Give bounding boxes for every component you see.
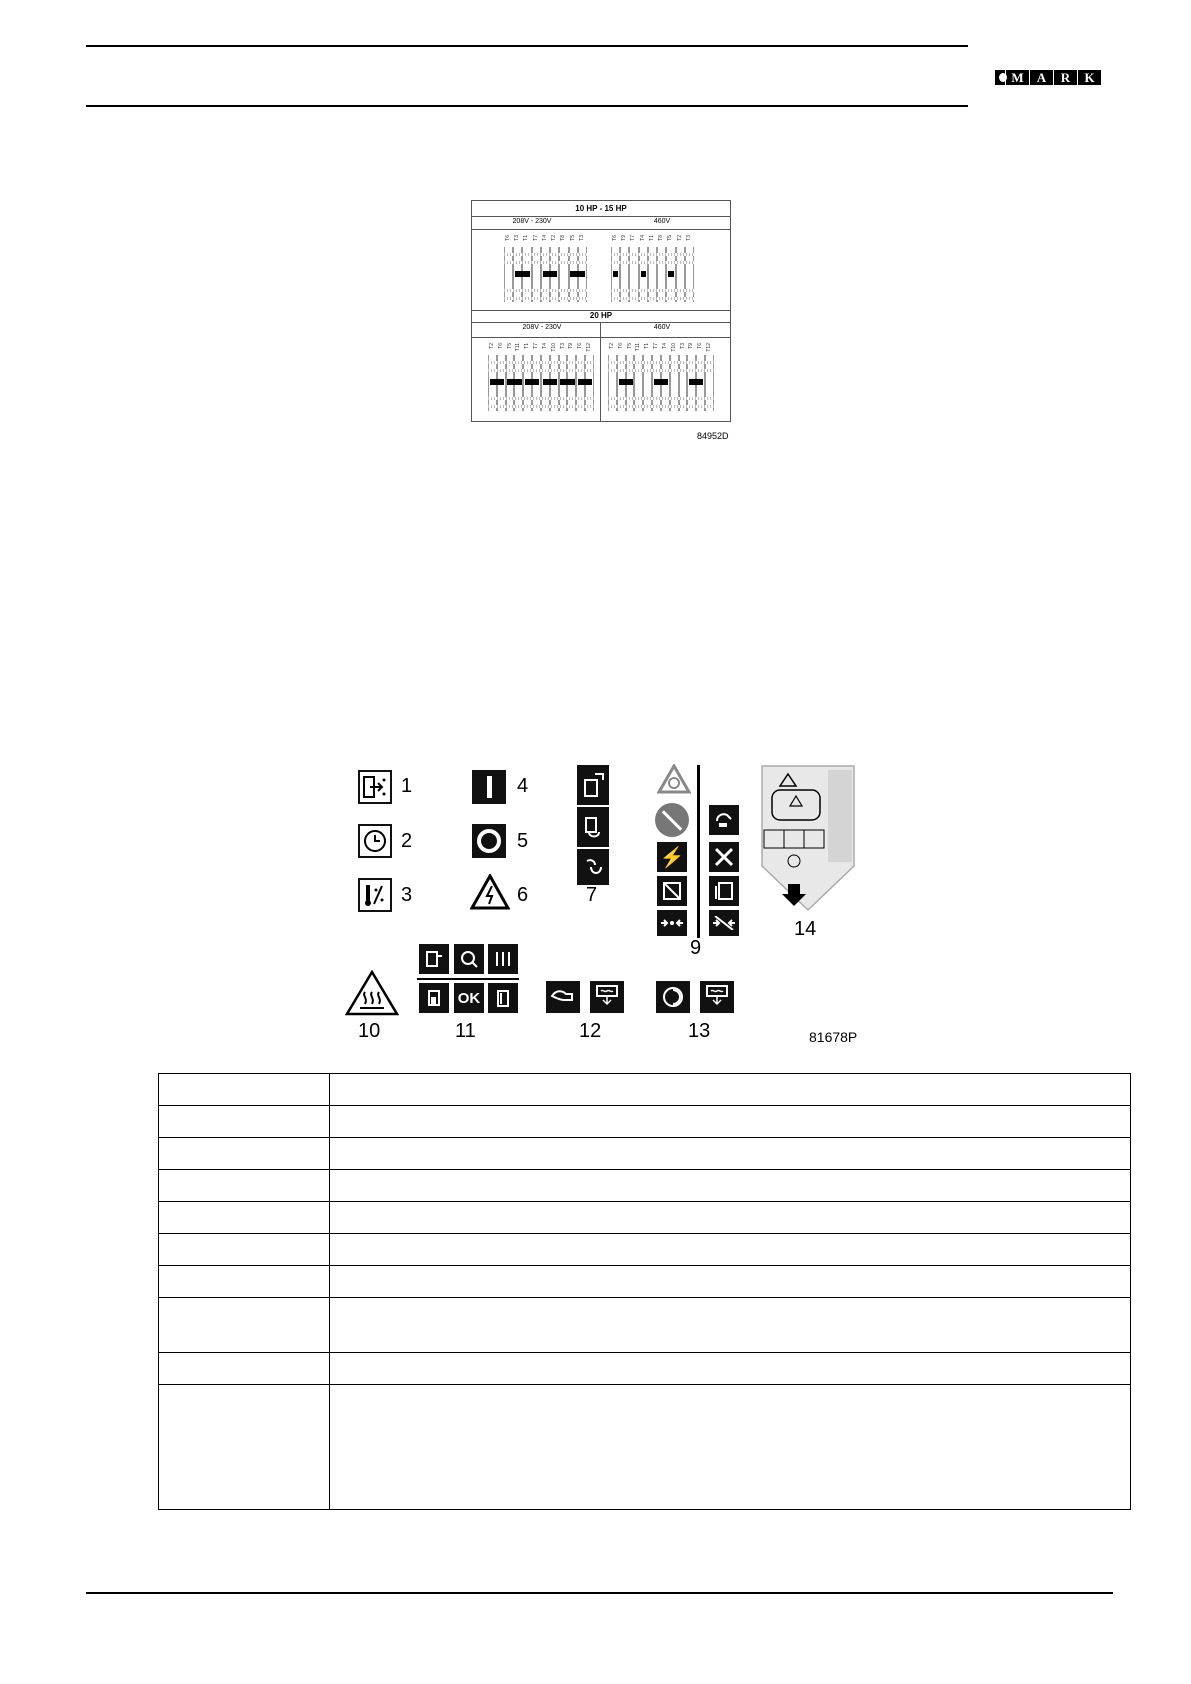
terminal-label: T6 [497, 343, 504, 349]
terminal-label: T7 [533, 343, 540, 349]
logo-letter: R [1054, 70, 1077, 85]
table-row [159, 1170, 1131, 1202]
electrical-hazard-icon [470, 874, 510, 910]
filter-replace-icon [488, 983, 518, 1013]
terminal-label: T1 [523, 235, 530, 241]
terminal-hatch [611, 289, 694, 292]
terminal-bridge [613, 271, 619, 277]
terminal-hatch [504, 297, 587, 300]
filter-closed-icon [419, 983, 449, 1013]
table-cell [330, 1385, 1131, 1510]
terminal-strip-s1-right [611, 235, 694, 302]
terminal-hatch [488, 361, 594, 364]
table-cell [159, 1202, 330, 1234]
terminal-bridge [515, 271, 530, 277]
clock-icon [358, 824, 392, 858]
terminal-hatch [504, 289, 587, 292]
table-cell [330, 1202, 1131, 1234]
terminal-label: T2 [551, 235, 558, 241]
terminal-label: T4 [541, 235, 548, 241]
section1-title: 10 HP - 15 HP [575, 204, 627, 213]
terminal-label: T3 [514, 235, 521, 241]
terminal-label: T9 [621, 235, 628, 241]
service-hand-icon [709, 805, 739, 835]
terminal-hatch [611, 253, 694, 256]
table-cell [330, 1298, 1131, 1353]
divider [472, 229, 730, 230]
symbol-number: 2 [401, 830, 413, 852]
terminal-label: T9 [688, 343, 695, 349]
symbol-number: 13 [688, 1020, 711, 1042]
condensate-drain-icon [700, 981, 734, 1013]
terminal-hatch [488, 405, 594, 408]
group-11-divider [417, 978, 519, 980]
terminal-label: T12 [586, 343, 593, 352]
door-closed-icon [657, 876, 687, 906]
terminal-label: T3 [679, 343, 686, 349]
symbol-number: 9 [690, 937, 702, 959]
terminal-hatch [488, 369, 594, 372]
terminal-hatch [608, 369, 714, 372]
figure-code-symbols: 81678P [809, 1029, 858, 1045]
terminal-label: T4 [661, 343, 668, 349]
hot-surface-icon [345, 970, 399, 1016]
pressure-arrows-icon [657, 910, 687, 936]
filter-inspect-icon [454, 944, 484, 974]
start-i-icon [472, 770, 506, 804]
door-open-icon [709, 876, 739, 906]
table-cell [330, 1234, 1131, 1266]
terminal-label: T5 [626, 343, 633, 349]
logo-mark-icon [995, 70, 1005, 85]
lightning-icon: ⚡ [657, 842, 687, 872]
terminal-hatch [611, 297, 694, 300]
logo-letter: A [1030, 70, 1053, 85]
terminal-hatch [608, 397, 714, 400]
symbol-number: 5 [517, 830, 529, 852]
terminal-hatch [504, 261, 587, 264]
table-row [159, 1353, 1131, 1385]
terminal-bridge [641, 271, 647, 277]
oil-drain-icon [577, 765, 609, 805]
terminal-strip-s2-right [608, 343, 714, 411]
terminal-label: T6 [577, 343, 584, 349]
table-row [159, 1298, 1131, 1353]
terminal-label: T6 [697, 343, 704, 349]
pressure-release-icon [709, 910, 739, 936]
symbol-number: 4 [517, 775, 529, 797]
terminal-bridge [490, 379, 504, 385]
table-row [159, 1106, 1131, 1138]
terminal-strip-s2-left [488, 343, 594, 411]
stop-o-icon [472, 824, 506, 858]
table-row [159, 1266, 1131, 1298]
table-cell [159, 1138, 330, 1170]
table-cell [159, 1106, 330, 1138]
terminal-bridge [668, 271, 674, 277]
terminal-label: T7 [532, 235, 539, 241]
no-power-icon [709, 842, 739, 872]
terminal-bridge [619, 379, 633, 385]
terminal-hatch [504, 253, 587, 256]
terminal-label: T11 [515, 343, 522, 352]
terminal-label: T6 [612, 235, 618, 241]
terminal-label: T5 [506, 343, 513, 349]
header-bottom-rule [86, 105, 968, 107]
table-cell [159, 1353, 330, 1385]
table-cell [330, 1170, 1131, 1202]
table-row [159, 1234, 1131, 1266]
symbol-number: 10 [358, 1020, 381, 1042]
logo-letter: K [1078, 70, 1101, 85]
terminal-bridge [525, 379, 539, 385]
filter-open-icon [419, 944, 449, 974]
terminal-label: T4 [639, 235, 646, 241]
terminal-bridge [654, 379, 668, 385]
terminal-label: T3 [685, 235, 692, 241]
terminal-hatch [611, 261, 694, 264]
mark-logo [995, 70, 1102, 85]
table-cell [330, 1138, 1131, 1170]
terminal-label: T1 [524, 343, 531, 349]
no-service-while-running-icon [655, 803, 689, 837]
terminal-label: T10 [670, 343, 677, 352]
divider [472, 216, 730, 217]
divider [472, 337, 730, 338]
terminal-label: T6 [617, 343, 624, 349]
terminal-hatch [488, 397, 594, 400]
symbol-number: 12 [579, 1020, 602, 1042]
header-top-rule [86, 45, 968, 47]
section2-left-voltage: 208V - 230V [522, 324, 562, 331]
table-cell [330, 1106, 1131, 1138]
table-cell [330, 1074, 1131, 1106]
divider [472, 322, 730, 323]
terminal-strip-s1-left [504, 235, 587, 302]
terminal-label: T2 [489, 343, 495, 349]
table-cell [159, 1234, 330, 1266]
thermometer-icon [358, 878, 392, 912]
terminal-label: T9 [568, 343, 575, 349]
terminal-label: T8 [560, 235, 567, 241]
terminal-hatch [608, 405, 714, 408]
terminal-label: T2 [676, 235, 683, 241]
exit-door-icon [358, 770, 392, 804]
terminal-label: T11 [635, 343, 642, 352]
terminal-label: T2 [609, 343, 615, 349]
oil-hand-icon [577, 807, 609, 847]
section2-title: 20 HP [589, 311, 613, 320]
symbols-table [158, 1073, 1131, 1510]
terminal-label: T5 [569, 235, 576, 241]
terminal-label: T1 [644, 343, 651, 349]
table-cell [159, 1266, 330, 1298]
table-cell [159, 1074, 330, 1106]
terminal-label: T3 [578, 235, 585, 241]
condensate-drain-icon [590, 981, 624, 1013]
section1-left-voltage: 208V - 230V [512, 218, 552, 225]
footer-rule [86, 1592, 1113, 1594]
table-row [159, 1074, 1131, 1106]
terminal-hatch [608, 361, 714, 364]
symbol-number: 3 [401, 884, 413, 906]
table-cell [159, 1385, 330, 1510]
maintenance-label-icon [758, 764, 858, 914]
terminal-label: T5 [667, 235, 674, 241]
terminal-bridge [689, 379, 703, 385]
symbol-number: 11 [455, 1020, 476, 1042]
oil-drop-icon [577, 849, 609, 885]
terminal-label: T7 [653, 343, 660, 349]
symbol-number: 14 [794, 918, 817, 940]
terminal-bridge [578, 379, 592, 385]
logo-letter: M [1006, 70, 1029, 85]
terminal-label: T6 [505, 235, 511, 241]
ok-icon: OK [454, 983, 484, 1013]
terminal-label: T12 [706, 343, 713, 352]
section2-right-voltage: 460V [653, 324, 671, 331]
terminal-bridge [570, 271, 585, 277]
filter-elements-icon [488, 944, 518, 974]
section1-right-voltage: 460V [653, 218, 671, 225]
table-cell [159, 1170, 330, 1202]
manual-drain-icon [546, 981, 580, 1013]
terminal-label: T7 [630, 235, 637, 241]
terminal-diagram [471, 200, 731, 422]
terminal-label: T3 [559, 343, 566, 349]
table-cell [330, 1266, 1131, 1298]
table-row [159, 1385, 1131, 1510]
symbols-divider [697, 765, 700, 938]
rotating-fan-warning-icon [657, 764, 691, 794]
table-cell [330, 1353, 1131, 1385]
terminal-label: T8 [658, 235, 665, 241]
terminal-bridge [543, 379, 557, 385]
figure-code-terminal: 84952D [697, 431, 729, 441]
table-row [159, 1202, 1131, 1234]
symbol-number: 7 [586, 884, 598, 906]
auto-drain-icon [656, 981, 690, 1013]
table-cell [159, 1298, 330, 1353]
terminal-bridge [507, 379, 521, 385]
terminal-label: T4 [541, 343, 548, 349]
table-row [159, 1138, 1131, 1170]
symbol-number: 1 [401, 775, 413, 797]
terminal-label: T1 [648, 235, 655, 241]
terminal-bridge [560, 379, 574, 385]
symbol-number: 6 [517, 884, 529, 906]
terminal-label: T10 [550, 343, 557, 352]
terminal-bridge [543, 271, 558, 277]
